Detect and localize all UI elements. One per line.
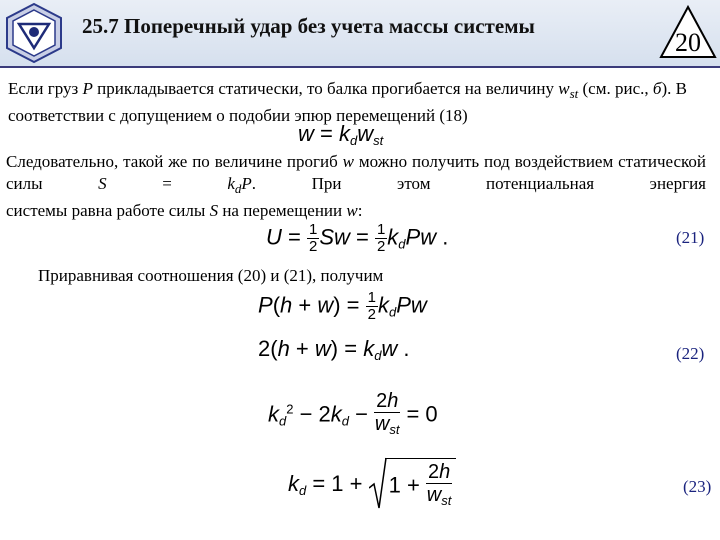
- header-divider: [0, 66, 720, 68]
- university-logo: [3, 2, 65, 64]
- equation-quadratic: $k_d^2 - 2k_d$ − $\frac{2h}{w_{st}}$ = 0: [268, 390, 438, 437]
- paragraph-static-deflection: Если груз P прикладывается статически, то балка прогибается на величину $w_{st}$ (см. рис., б). В соответствии с допущением о подобии эпюр перемещений (18): [8, 79, 687, 125]
- equation-deflection: $w = k_dw_{st}$: [298, 121, 384, 148]
- slide-title: 25.7 Поперечный удар без учета массы системы: [82, 14, 535, 38]
- equation-22-label: (22): [676, 344, 705, 363]
- equation-23: $k_d = 1$ + 1 + $\frac{2h}{w_{st}}$: [288, 458, 456, 512]
- paragraph-equivalent-force: Следовательно, такой же по величине прогиб w можно получить под воздействием статической силы $S = k_dP$. При этом потенциальная энергия системы равна работе силы S на перемещении w:: [6, 152, 706, 220]
- equation-simplified: $2(h + w) = k_dw$ .: [258, 336, 410, 363]
- equation-21-label: (21): [676, 228, 705, 247]
- equation-energy-balance: P(h + w) = $\frac{1}{2}$ $k_dPw$: [258, 289, 427, 323]
- equation-21: U = $\frac{1}{2}$ Sw = $\frac{1}{2}$ $k_dPw$ .: [266, 221, 449, 255]
- paragraph-equate: Приравнивая соотношения (20) и (21), получим: [38, 266, 384, 285]
- slide-number: 20: [675, 28, 701, 57]
- equation-23-label: (23): [683, 477, 712, 496]
